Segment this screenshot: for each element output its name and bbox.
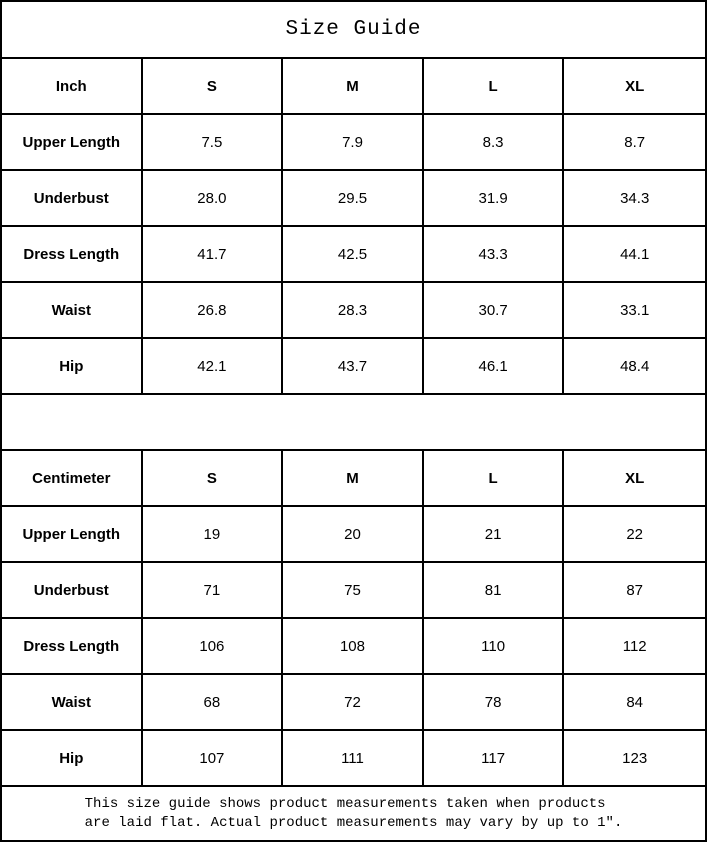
- value-cell: 42.1: [143, 339, 284, 395]
- size-header-cell-s: S: [143, 59, 284, 115]
- value-cell: 68: [143, 675, 284, 731]
- row-label-cell: Waist: [2, 675, 143, 731]
- size-header-cell-l: L: [424, 59, 565, 115]
- value-cell: 75: [283, 563, 424, 619]
- row-label-cell: Upper Length: [2, 507, 143, 563]
- value-cell: 28.3: [283, 283, 424, 339]
- row-label-cell: Underbust: [2, 563, 143, 619]
- value-cell: 117: [424, 731, 565, 787]
- value-cell: 30.7: [424, 283, 565, 339]
- size-header-cell-m: M: [283, 59, 424, 115]
- unit-header-cell: Centimeter: [2, 451, 143, 507]
- value-cell: 87: [564, 563, 705, 619]
- footer-line-1: This size guide shows product measurements taken when products: [84, 795, 606, 812]
- row-label-cell: Upper Length: [2, 115, 143, 171]
- value-cell: 29.5: [283, 171, 424, 227]
- value-cell: 48.4: [564, 339, 705, 395]
- value-cell: 34.3: [564, 171, 705, 227]
- value-cell: 7.5: [143, 115, 284, 171]
- value-cell: 42.5: [283, 227, 424, 283]
- size-header-cell-xl: XL: [564, 59, 705, 115]
- value-cell: 111: [283, 731, 424, 787]
- size-header-cell-m: M: [283, 451, 424, 507]
- value-cell: 84: [564, 675, 705, 731]
- value-cell: 8.3: [424, 115, 565, 171]
- value-cell: 41.7: [143, 227, 284, 283]
- table-gap: [2, 395, 705, 451]
- size-header-cell-xl: XL: [564, 451, 705, 507]
- value-cell: 123: [564, 731, 705, 787]
- value-cell: 106: [143, 619, 284, 675]
- value-cell: 31.9: [424, 171, 565, 227]
- value-cell: 71: [143, 563, 284, 619]
- row-label-cell: Waist: [2, 283, 143, 339]
- row-label-cell: Dress Length: [2, 227, 143, 283]
- value-cell: 26.8: [143, 283, 284, 339]
- value-cell: 78: [424, 675, 565, 731]
- footer-note: [2, 787, 705, 840]
- centimeter-table: [2, 451, 705, 787]
- value-cell: 22: [564, 507, 705, 563]
- value-cell: 33.1: [564, 283, 705, 339]
- size-guide-title: Size Guide: [2, 2, 705, 59]
- value-cell: 8.7: [564, 115, 705, 171]
- row-label-cell: Dress Length: [2, 619, 143, 675]
- value-cell: 43.7: [283, 339, 424, 395]
- value-cell: 108: [283, 619, 424, 675]
- unit-header-cell: Inch: [2, 59, 143, 115]
- value-cell: 72: [283, 675, 424, 731]
- value-cell: 107: [143, 731, 284, 787]
- value-cell: 21: [424, 507, 565, 563]
- value-cell: 43.3: [424, 227, 565, 283]
- inch-table: [2, 59, 705, 395]
- value-cell: 46.1: [424, 339, 565, 395]
- footer-line-2: are laid flat. Actual product measurements may vary by up to 1″.: [84, 814, 623, 831]
- row-label-cell: Hip: [2, 339, 143, 395]
- size-header-cell-l: L: [424, 451, 565, 507]
- value-cell: 7.9: [283, 115, 424, 171]
- value-cell: 20: [283, 507, 424, 563]
- value-cell: 81: [424, 563, 565, 619]
- size-header-cell-s: S: [143, 451, 284, 507]
- row-label-cell: Hip: [2, 731, 143, 787]
- value-cell: 19: [143, 507, 284, 563]
- footer-note-text: [85, 795, 623, 833]
- value-cell: 44.1: [564, 227, 705, 283]
- row-label-cell: Underbust: [2, 171, 143, 227]
- value-cell: 110: [424, 619, 565, 675]
- value-cell: 28.0: [143, 171, 284, 227]
- value-cell: 112: [564, 619, 705, 675]
